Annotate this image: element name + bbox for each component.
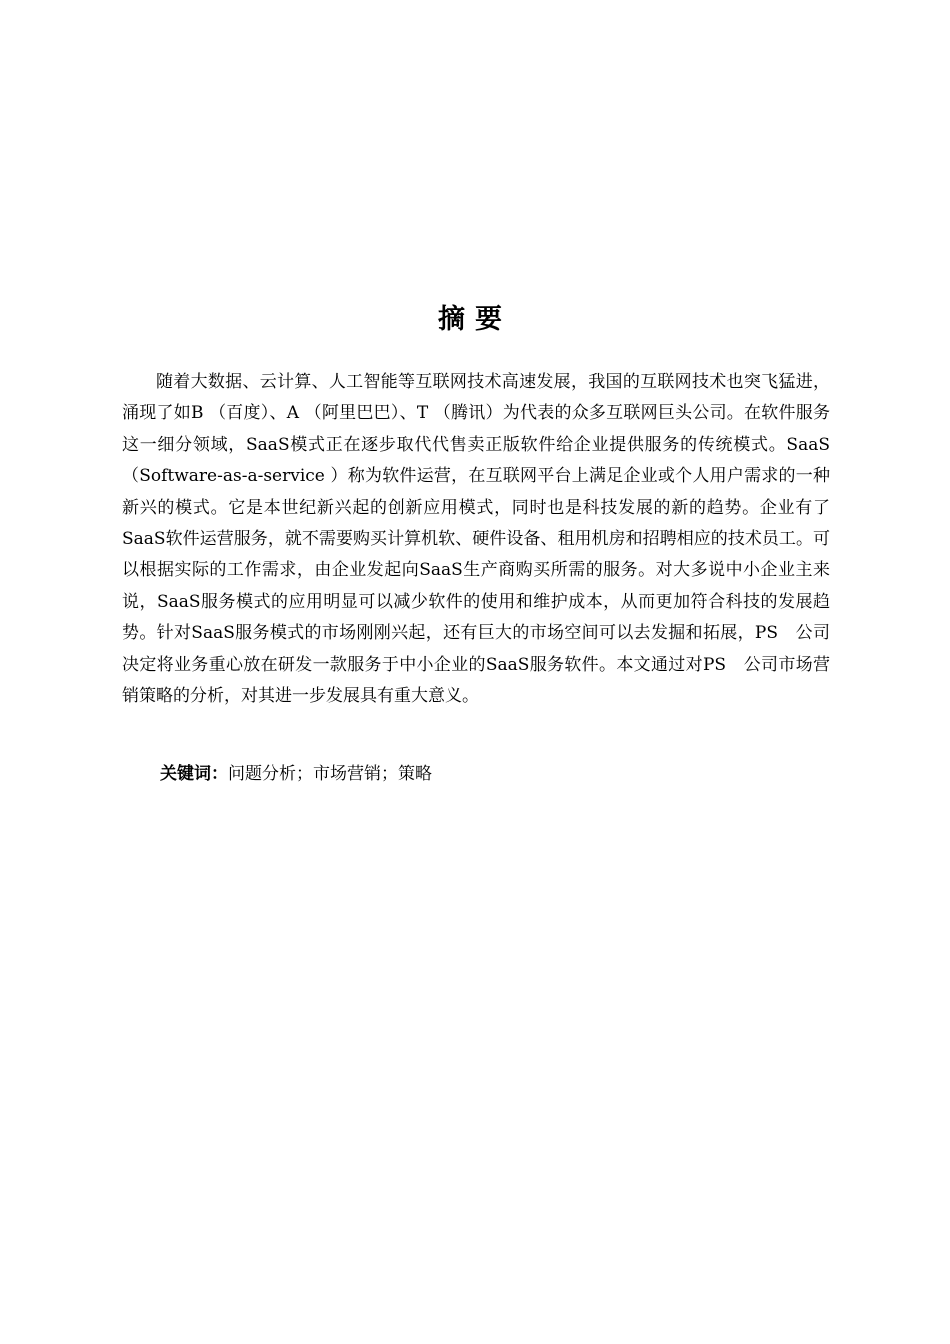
abstract-title: 摘要: [438, 304, 512, 335]
abstract-body: 随着大数据、云计算、人工智能等互联网技术高速发展，我国的互联网技术也突飞猛进，涌现了如B （百度）、A （阿里巴巴）、T （腾讯）为代表的众多互联网巨头公司。在软件服务这一细分领域，SaaS模式正在逐步取代代售卖正版软件给企业提供服务的传统模式。SaaS（Software-as-a-service ）称为软件运营，在互联网平台上满足企业或个人用户需求的一种新兴的模式。它是本世纪新兴起的创新应用模式，同时也是科技发展的新的趋势。企业有了SaaS软件运营服务，就不需要购买计算机软、硬件设备、租用机房和招聘相应的技术员工。可以根据实际的工作需求，由企业发起向SaaS生产商购买所需的服务。对大多说中小企业主来说，SaaS服务模式的应用明显可以减少软件的使用和维护成本，从而更加符合科技的发展趋势。针对SaaS服务模式的市场刚刚兴起，还有巨大的市场空间可以去发掘和拓展，PS 公司决定将业务重心放在研发一款服务于中小企业的SaaS服务软件。本文通过对PS 公司市场营销策略的分析，对其进一步发展具有重大意义。: [122, 372, 830, 707]
keywords-line: [160, 760, 830, 788]
keywords-label: 关键词：: [160, 764, 228, 784]
keywords-rest: 分析；市场营销；策略: [262, 764, 432, 784]
keyword-first: 问题: [228, 764, 262, 784]
